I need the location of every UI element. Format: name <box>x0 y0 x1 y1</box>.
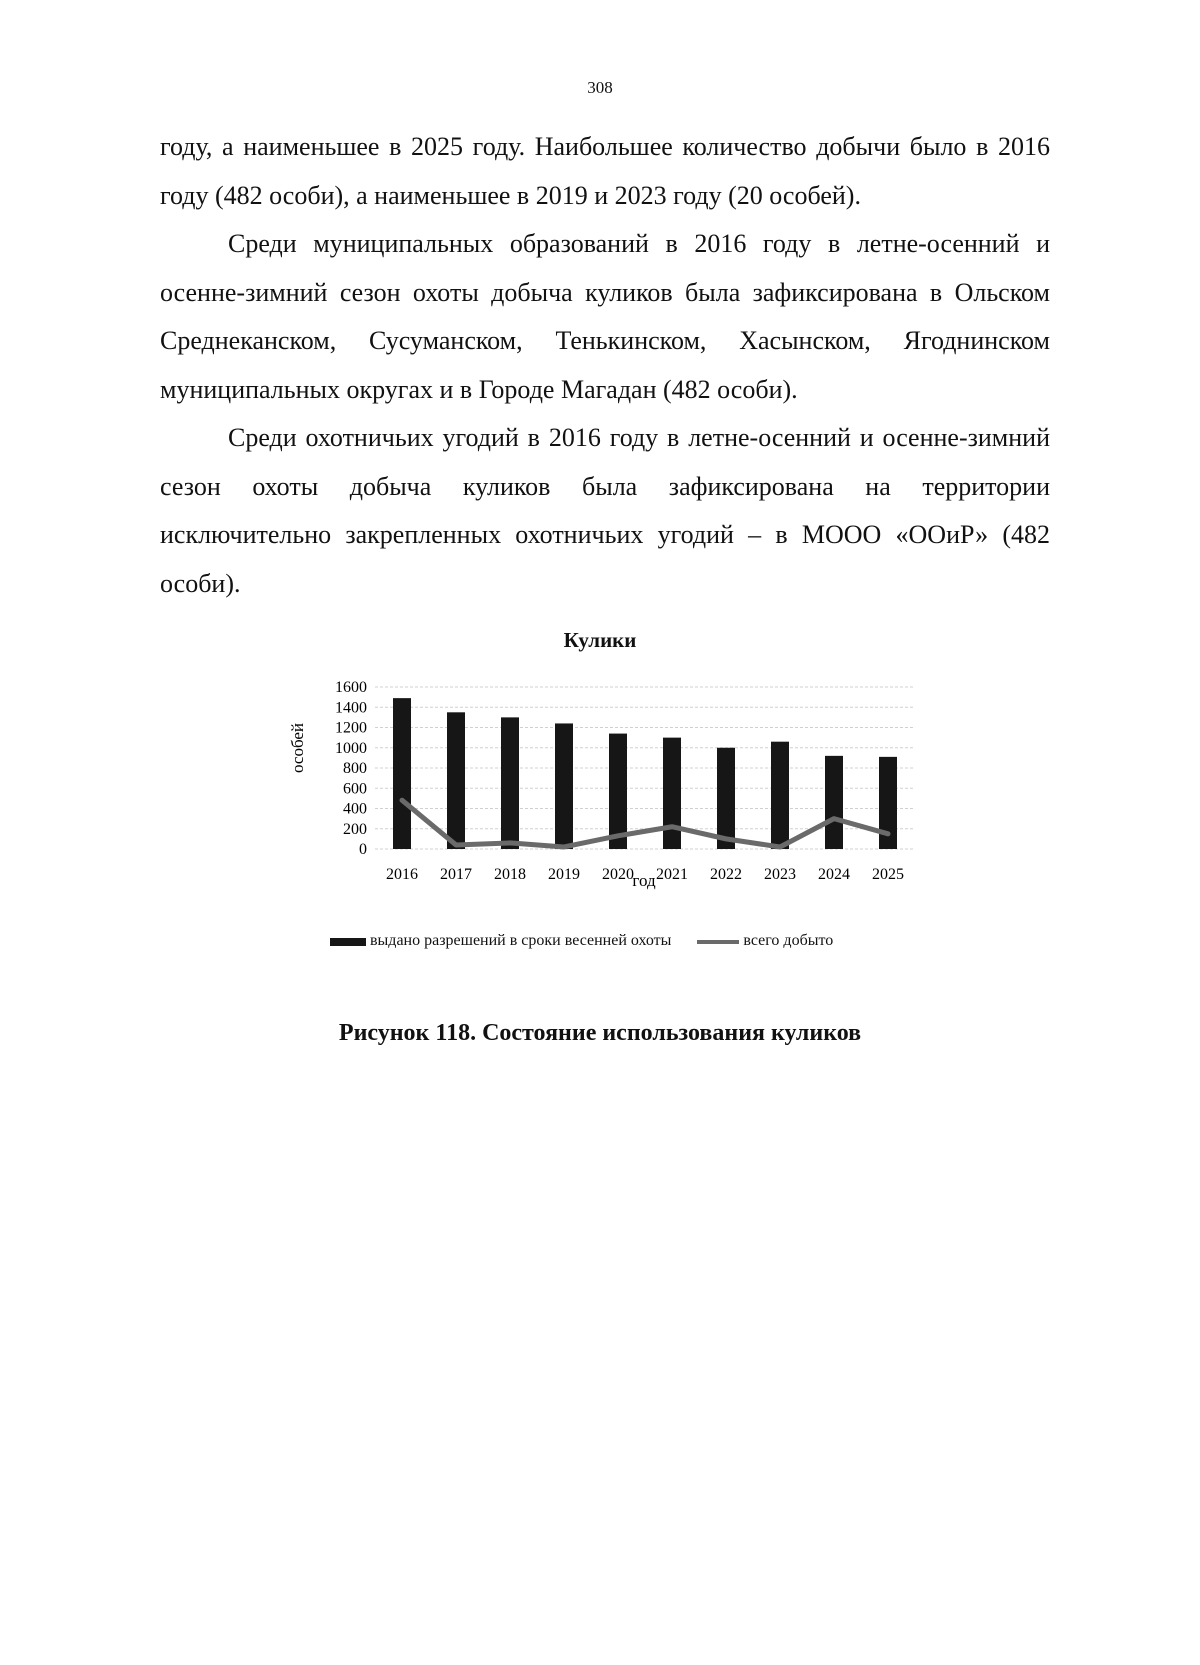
chart <box>0 660 1200 920</box>
paragraph: Среди охотничьих угодий в 2016 году в летне-осенний и осенне-зимний сезон охоты добыча куликов была зафиксирована на территории исключительно закрепленных охотничьих угодий – в МООО «ООиР» (482 особи). <box>160 423 1050 598</box>
chart-title: Кулики <box>563 628 637 652</box>
line-series <box>402 800 888 847</box>
bar <box>771 742 789 849</box>
y-tick-label: 200 <box>343 820 367 838</box>
x-tick-label: 2022 <box>710 866 742 883</box>
y-tick-label: 1400 <box>335 699 367 717</box>
x-tick-label: 2023 <box>764 866 796 883</box>
legend-swatch-bar <box>330 938 366 946</box>
y-tick-label: 600 <box>343 780 367 798</box>
bar <box>555 723 573 849</box>
x-tick-label: 2021 <box>656 866 688 883</box>
bar <box>825 756 843 849</box>
y-tick-label: 1000 <box>335 739 367 757</box>
x-axis-label: год <box>632 871 656 890</box>
bar <box>609 734 627 849</box>
legend-item-harvest <box>697 932 833 950</box>
series-line <box>402 800 888 847</box>
legend-item-permits <box>330 932 671 950</box>
body-text <box>160 123 1050 608</box>
bar <box>393 698 411 849</box>
x-tick-label: 2020 <box>602 866 634 883</box>
x-tick-label: 2019 <box>548 866 580 883</box>
figure-caption: Рисунок 118. Состояние использования куликов <box>338 1020 862 1046</box>
y-tick-label: 1600 <box>335 679 367 696</box>
x-tick-label: 2016 <box>386 866 418 883</box>
bar <box>717 748 735 849</box>
page-number: 308 <box>587 78 613 97</box>
legend-label: всего добыто <box>743 932 834 950</box>
paragraph: Среди муниципальных образований в 2016 году в летне-осенний и осенне-зимний сезон охоты добыча куликов была зафиксирована в Ольском Среднеканском, Сусуманском, Тенькинском, Хасынском, Ягоднинском муниципальных округах и в Городе Магадан (482 особи). <box>160 229 1050 404</box>
y-tick-label: 0 <box>359 841 367 858</box>
legend-swatch-line <box>697 940 739 944</box>
y-tick-label: 400 <box>343 800 367 818</box>
y-tick-label: 1200 <box>335 719 367 737</box>
bar <box>501 717 519 849</box>
paragraph: году, а наименьшее в 2025 году. Наибольшее количество добычи было в 2016 году (482 особи), а наименьшее в 2019 и 2023 году (20 особей). <box>160 132 1050 210</box>
chart-legend <box>330 932 833 950</box>
x-tick-label: 2017 <box>440 866 472 883</box>
bar <box>447 712 465 849</box>
y-tick-label: 800 <box>343 760 367 777</box>
x-tick-label: 2025 <box>872 866 904 883</box>
y-axis-ticks <box>335 679 367 858</box>
x-tick-label: 2018 <box>494 866 526 883</box>
bar <box>663 738 681 849</box>
y-axis-label: особей <box>288 722 307 774</box>
x-tick-label: 2024 <box>818 866 850 883</box>
legend-label: выдано разрешений в сроки весенней охоты <box>370 932 672 950</box>
